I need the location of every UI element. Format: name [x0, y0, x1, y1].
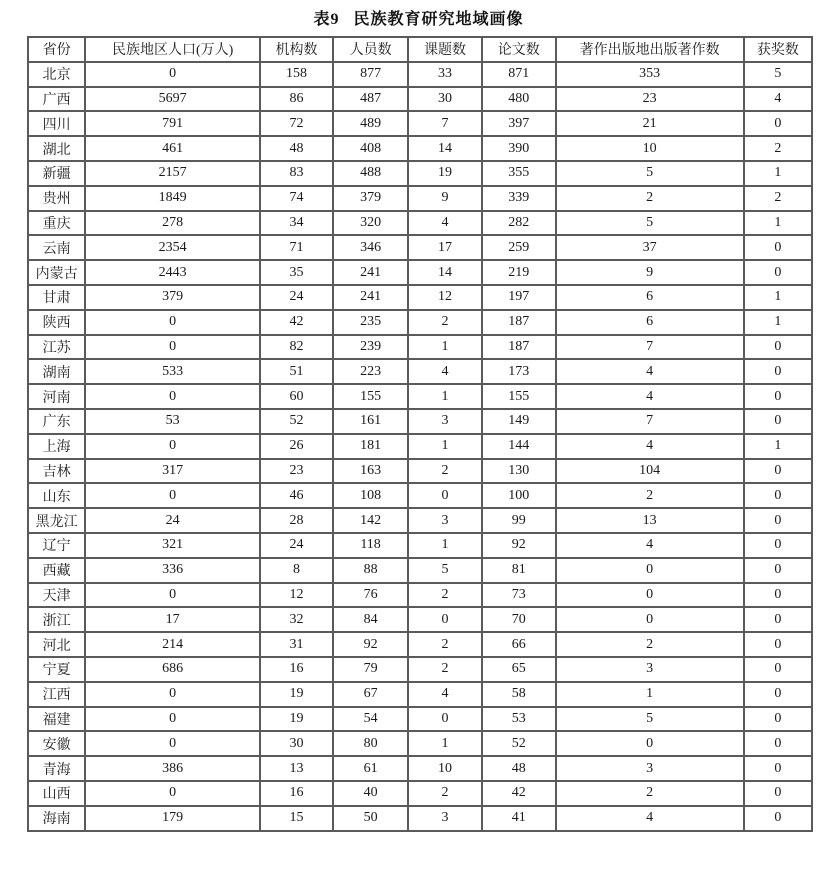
cell-projects: 4 — [408, 682, 482, 707]
cell-papers: 48 — [482, 756, 556, 781]
cell-awards: 1 — [744, 434, 812, 459]
column-header-awards: 获奖数 — [744, 37, 812, 62]
cell-papers: 187 — [482, 310, 556, 335]
cell-institutions: 32 — [260, 607, 333, 632]
cell-province: 辽宁 — [28, 533, 85, 558]
column-header-institutions: 机构数 — [260, 37, 333, 62]
cell-institutions: 24 — [260, 285, 333, 310]
cell-province: 河北 — [28, 632, 85, 657]
cell-projects: 3 — [408, 508, 482, 533]
cell-personnel: 489 — [333, 111, 408, 136]
cell-institutions: 42 — [260, 310, 333, 335]
cell-province: 内蒙古 — [28, 260, 85, 285]
cell-projects: 1 — [408, 434, 482, 459]
cell-papers: 73 — [482, 583, 556, 608]
cell-publications: 3 — [556, 756, 744, 781]
cell-institutions: 30 — [260, 731, 333, 756]
cell-population: 321 — [85, 533, 260, 558]
cell-personnel: 241 — [333, 285, 408, 310]
cell-province: 海南 — [28, 806, 85, 831]
cell-publications: 10 — [556, 136, 744, 161]
cell-population: 5697 — [85, 87, 260, 112]
cell-projects: 1 — [408, 731, 482, 756]
cell-institutions: 74 — [260, 186, 333, 211]
cell-publications: 2 — [556, 781, 744, 806]
cell-institutions: 86 — [260, 87, 333, 112]
cell-projects: 0 — [408, 483, 482, 508]
cell-awards: 0 — [744, 558, 812, 583]
cell-publications: 4 — [556, 533, 744, 558]
table-row — [28, 756, 812, 781]
table-row — [28, 731, 812, 756]
cell-projects: 2 — [408, 657, 482, 682]
cell-population: 278 — [85, 211, 260, 236]
cell-personnel: 54 — [333, 707, 408, 732]
cell-papers: 219 — [482, 260, 556, 285]
cell-awards: 1 — [744, 285, 812, 310]
table-row — [28, 161, 812, 186]
cell-awards: 0 — [744, 781, 812, 806]
cell-population: 0 — [85, 583, 260, 608]
table-row — [28, 533, 812, 558]
cell-personnel: 40 — [333, 781, 408, 806]
cell-papers: 187 — [482, 335, 556, 360]
table-row — [28, 111, 812, 136]
cell-province: 甘肃 — [28, 285, 85, 310]
cell-projects: 14 — [408, 260, 482, 285]
cell-province: 黑龙江 — [28, 508, 85, 533]
table-row — [28, 136, 812, 161]
cell-institutions: 60 — [260, 384, 333, 409]
cell-institutions: 158 — [260, 62, 333, 87]
table-row — [28, 359, 812, 384]
cell-projects: 10 — [408, 756, 482, 781]
cell-province: 浙江 — [28, 607, 85, 632]
cell-personnel: 346 — [333, 235, 408, 260]
cell-population: 336 — [85, 558, 260, 583]
cell-awards: 1 — [744, 161, 812, 186]
cell-projects: 14 — [408, 136, 482, 161]
cell-papers: 52 — [482, 731, 556, 756]
cell-projects: 9 — [408, 186, 482, 211]
cell-papers: 58 — [482, 682, 556, 707]
cell-publications: 4 — [556, 359, 744, 384]
table-title — [0, 6, 837, 29]
cell-institutions: 23 — [260, 459, 333, 484]
cell-awards: 0 — [744, 583, 812, 608]
cell-publications: 4 — [556, 384, 744, 409]
cell-institutions: 46 — [260, 483, 333, 508]
data-table — [27, 36, 813, 832]
cell-awards: 0 — [744, 483, 812, 508]
cell-publications: 21 — [556, 111, 744, 136]
table-row — [28, 186, 812, 211]
cell-institutions: 13 — [260, 756, 333, 781]
cell-projects: 3 — [408, 806, 482, 831]
cell-institutions: 12 — [260, 583, 333, 608]
cell-province: 北京 — [28, 62, 85, 87]
cell-province: 陕西 — [28, 310, 85, 335]
cell-papers: 480 — [482, 87, 556, 112]
cell-province: 西藏 — [28, 558, 85, 583]
cell-population: 461 — [85, 136, 260, 161]
cell-personnel: 487 — [333, 87, 408, 112]
column-header-projects: 课题数 — [408, 37, 482, 62]
cell-personnel: 235 — [333, 310, 408, 335]
cell-province: 江苏 — [28, 335, 85, 360]
table-header — [28, 37, 812, 62]
cell-papers: 42 — [482, 781, 556, 806]
column-header-personnel: 人员数 — [333, 37, 408, 62]
cell-awards: 0 — [744, 731, 812, 756]
cell-institutions: 51 — [260, 359, 333, 384]
cell-personnel: 239 — [333, 335, 408, 360]
cell-awards: 0 — [744, 111, 812, 136]
cell-population: 53 — [85, 409, 260, 434]
cell-publications: 0 — [556, 607, 744, 632]
cell-projects: 30 — [408, 87, 482, 112]
cell-publications: 3 — [556, 657, 744, 682]
cell-papers: 871 — [482, 62, 556, 87]
cell-institutions: 48 — [260, 136, 333, 161]
cell-projects: 12 — [408, 285, 482, 310]
cell-papers: 197 — [482, 285, 556, 310]
cell-projects: 2 — [408, 632, 482, 657]
cell-projects: 1 — [408, 335, 482, 360]
table-row — [28, 583, 812, 608]
cell-province: 新疆 — [28, 161, 85, 186]
cell-papers: 155 — [482, 384, 556, 409]
cell-awards: 5 — [744, 62, 812, 87]
cell-province: 吉林 — [28, 459, 85, 484]
cell-projects: 17 — [408, 235, 482, 260]
cell-province: 天津 — [28, 583, 85, 608]
cell-population: 386 — [85, 756, 260, 781]
cell-projects: 5 — [408, 558, 482, 583]
cell-population: 0 — [85, 384, 260, 409]
cell-papers: 173 — [482, 359, 556, 384]
cell-province: 福建 — [28, 707, 85, 732]
cell-personnel: 877 — [333, 62, 408, 87]
cell-institutions: 8 — [260, 558, 333, 583]
cell-population: 791 — [85, 111, 260, 136]
cell-papers: 130 — [482, 459, 556, 484]
cell-population: 1849 — [85, 186, 260, 211]
cell-province: 湖南 — [28, 359, 85, 384]
cell-institutions: 19 — [260, 682, 333, 707]
cell-projects: 1 — [408, 533, 482, 558]
cell-awards: 0 — [744, 806, 812, 831]
cell-population: 533 — [85, 359, 260, 384]
cell-population: 0 — [85, 335, 260, 360]
cell-population: 2443 — [85, 260, 260, 285]
cell-personnel: 80 — [333, 731, 408, 756]
column-header-population: 民族地区人口(万人) — [85, 37, 260, 62]
cell-province: 河南 — [28, 384, 85, 409]
cell-awards: 0 — [744, 409, 812, 434]
column-header-publications: 著作出版地出版著作数 — [556, 37, 744, 62]
cell-province: 重庆 — [28, 211, 85, 236]
cell-projects: 4 — [408, 211, 482, 236]
header-row — [28, 37, 812, 62]
cell-awards: 0 — [744, 384, 812, 409]
table-row — [28, 384, 812, 409]
cell-personnel: 67 — [333, 682, 408, 707]
cell-papers: 390 — [482, 136, 556, 161]
table-row — [28, 558, 812, 583]
cell-personnel: 79 — [333, 657, 408, 682]
cell-publications: 2 — [556, 186, 744, 211]
cell-projects: 19 — [408, 161, 482, 186]
cell-awards: 0 — [744, 707, 812, 732]
cell-papers: 259 — [482, 235, 556, 260]
cell-publications: 6 — [556, 310, 744, 335]
cell-population: 0 — [85, 483, 260, 508]
table-row — [28, 707, 812, 732]
cell-papers: 100 — [482, 483, 556, 508]
cell-publications: 13 — [556, 508, 744, 533]
cell-population: 2354 — [85, 235, 260, 260]
cell-institutions: 83 — [260, 161, 333, 186]
cell-province: 山东 — [28, 483, 85, 508]
cell-personnel: 408 — [333, 136, 408, 161]
cell-personnel: 84 — [333, 607, 408, 632]
cell-institutions: 16 — [260, 781, 333, 806]
cell-province: 宁夏 — [28, 657, 85, 682]
cell-publications: 7 — [556, 409, 744, 434]
cell-personnel: 50 — [333, 806, 408, 831]
table-row — [28, 483, 812, 508]
cell-papers: 70 — [482, 607, 556, 632]
table-row — [28, 781, 812, 806]
cell-publications: 1 — [556, 682, 744, 707]
cell-personnel: 61 — [333, 756, 408, 781]
table-row — [28, 806, 812, 831]
cell-personnel: 181 — [333, 434, 408, 459]
cell-publications: 2 — [556, 483, 744, 508]
table-row — [28, 211, 812, 236]
cell-papers: 355 — [482, 161, 556, 186]
cell-population: 0 — [85, 781, 260, 806]
cell-personnel: 76 — [333, 583, 408, 608]
cell-province: 青海 — [28, 756, 85, 781]
cell-personnel: 488 — [333, 161, 408, 186]
cell-projects: 4 — [408, 359, 482, 384]
cell-awards: 1 — [744, 310, 812, 335]
cell-population: 0 — [85, 682, 260, 707]
cell-population: 214 — [85, 632, 260, 657]
cell-publications: 5 — [556, 211, 744, 236]
cell-population: 179 — [85, 806, 260, 831]
cell-publications: 353 — [556, 62, 744, 87]
cell-publications: 9 — [556, 260, 744, 285]
table-row — [28, 285, 812, 310]
table-row — [28, 459, 812, 484]
cell-awards: 2 — [744, 136, 812, 161]
cell-publications: 2 — [556, 632, 744, 657]
cell-projects: 2 — [408, 781, 482, 806]
cell-institutions: 16 — [260, 657, 333, 682]
cell-institutions: 72 — [260, 111, 333, 136]
cell-institutions: 34 — [260, 211, 333, 236]
cell-projects: 0 — [408, 607, 482, 632]
cell-personnel: 92 — [333, 632, 408, 657]
cell-province: 四川 — [28, 111, 85, 136]
cell-personnel: 379 — [333, 186, 408, 211]
cell-province: 广西 — [28, 87, 85, 112]
table-row — [28, 335, 812, 360]
cell-publications: 104 — [556, 459, 744, 484]
cell-publications: 0 — [556, 583, 744, 608]
cell-papers: 81 — [482, 558, 556, 583]
cell-institutions: 19 — [260, 707, 333, 732]
cell-projects: 7 — [408, 111, 482, 136]
cell-population: 2157 — [85, 161, 260, 186]
column-header-province: 省份 — [28, 37, 85, 62]
cell-personnel: 223 — [333, 359, 408, 384]
cell-province: 江西 — [28, 682, 85, 707]
cell-papers: 53 — [482, 707, 556, 732]
cell-personnel: 155 — [333, 384, 408, 409]
cell-awards: 0 — [744, 533, 812, 558]
table-row — [28, 235, 812, 260]
cell-projects: 2 — [408, 310, 482, 335]
cell-papers: 144 — [482, 434, 556, 459]
cell-population: 379 — [85, 285, 260, 310]
cell-institutions: 71 — [260, 235, 333, 260]
cell-population: 317 — [85, 459, 260, 484]
cell-awards: 1 — [744, 211, 812, 236]
table-row — [28, 682, 812, 707]
cell-projects: 0 — [408, 707, 482, 732]
cell-institutions: 82 — [260, 335, 333, 360]
cell-awards: 0 — [744, 607, 812, 632]
table-row — [28, 62, 812, 87]
table-row — [28, 657, 812, 682]
cell-awards: 4 — [744, 87, 812, 112]
cell-papers: 99 — [482, 508, 556, 533]
cell-publications: 6 — [556, 285, 744, 310]
cell-province: 云南 — [28, 235, 85, 260]
cell-personnel: 142 — [333, 508, 408, 533]
table-caption: 民族教育研究地域画像 — [353, 11, 524, 28]
cell-awards: 0 — [744, 235, 812, 260]
cell-institutions: 24 — [260, 533, 333, 558]
cell-awards: 0 — [744, 508, 812, 533]
cell-province: 上海 — [28, 434, 85, 459]
cell-awards: 0 — [744, 682, 812, 707]
cell-papers: 282 — [482, 211, 556, 236]
cell-papers: 149 — [482, 409, 556, 434]
cell-personnel: 118 — [333, 533, 408, 558]
cell-institutions: 28 — [260, 508, 333, 533]
table-row — [28, 260, 812, 285]
cell-institutions: 35 — [260, 260, 333, 285]
cell-institutions: 52 — [260, 409, 333, 434]
cell-publications: 5 — [556, 707, 744, 732]
table-row — [28, 508, 812, 533]
cell-papers: 66 — [482, 632, 556, 657]
cell-population: 0 — [85, 310, 260, 335]
cell-province: 山西 — [28, 781, 85, 806]
cell-population: 0 — [85, 731, 260, 756]
table-body — [28, 62, 812, 831]
cell-awards: 0 — [744, 260, 812, 285]
cell-personnel: 163 — [333, 459, 408, 484]
column-header-papers: 论文数 — [482, 37, 556, 62]
cell-population: 0 — [85, 62, 260, 87]
cell-institutions: 15 — [260, 806, 333, 831]
table-row — [28, 87, 812, 112]
cell-awards: 0 — [744, 657, 812, 682]
cell-publications: 4 — [556, 806, 744, 831]
cell-awards: 0 — [744, 359, 812, 384]
cell-papers: 65 — [482, 657, 556, 682]
cell-awards: 0 — [744, 459, 812, 484]
cell-province: 湖北 — [28, 136, 85, 161]
cell-publications: 4 — [556, 434, 744, 459]
cell-awards: 2 — [744, 186, 812, 211]
cell-population: 0 — [85, 707, 260, 732]
cell-projects: 3 — [408, 409, 482, 434]
cell-projects: 2 — [408, 583, 482, 608]
cell-awards: 0 — [744, 632, 812, 657]
table-row — [28, 607, 812, 632]
cell-publications: 37 — [556, 235, 744, 260]
cell-institutions: 26 — [260, 434, 333, 459]
cell-population: 24 — [85, 508, 260, 533]
cell-population: 686 — [85, 657, 260, 682]
cell-province: 安徽 — [28, 731, 85, 756]
table-number: 表9 — [313, 11, 340, 28]
cell-province: 广东 — [28, 409, 85, 434]
cell-publications: 0 — [556, 731, 744, 756]
cell-personnel: 88 — [333, 558, 408, 583]
cell-province: 贵州 — [28, 186, 85, 211]
cell-projects: 1 — [408, 384, 482, 409]
cell-institutions: 31 — [260, 632, 333, 657]
cell-publications: 5 — [556, 161, 744, 186]
cell-papers: 41 — [482, 806, 556, 831]
cell-population: 17 — [85, 607, 260, 632]
cell-personnel: 161 — [333, 409, 408, 434]
cell-publications: 23 — [556, 87, 744, 112]
cell-publications: 0 — [556, 558, 744, 583]
table-row — [28, 632, 812, 657]
cell-papers: 92 — [482, 533, 556, 558]
cell-population: 0 — [85, 434, 260, 459]
table-row — [28, 434, 812, 459]
cell-publications: 7 — [556, 335, 744, 360]
cell-papers: 397 — [482, 111, 556, 136]
table-row — [28, 409, 812, 434]
cell-projects: 33 — [408, 62, 482, 87]
cell-projects: 2 — [408, 459, 482, 484]
cell-awards: 0 — [744, 335, 812, 360]
cell-personnel: 241 — [333, 260, 408, 285]
cell-personnel: 320 — [333, 211, 408, 236]
cell-personnel: 108 — [333, 483, 408, 508]
cell-papers: 339 — [482, 186, 556, 211]
table-row — [28, 310, 812, 335]
cell-awards: 0 — [744, 756, 812, 781]
